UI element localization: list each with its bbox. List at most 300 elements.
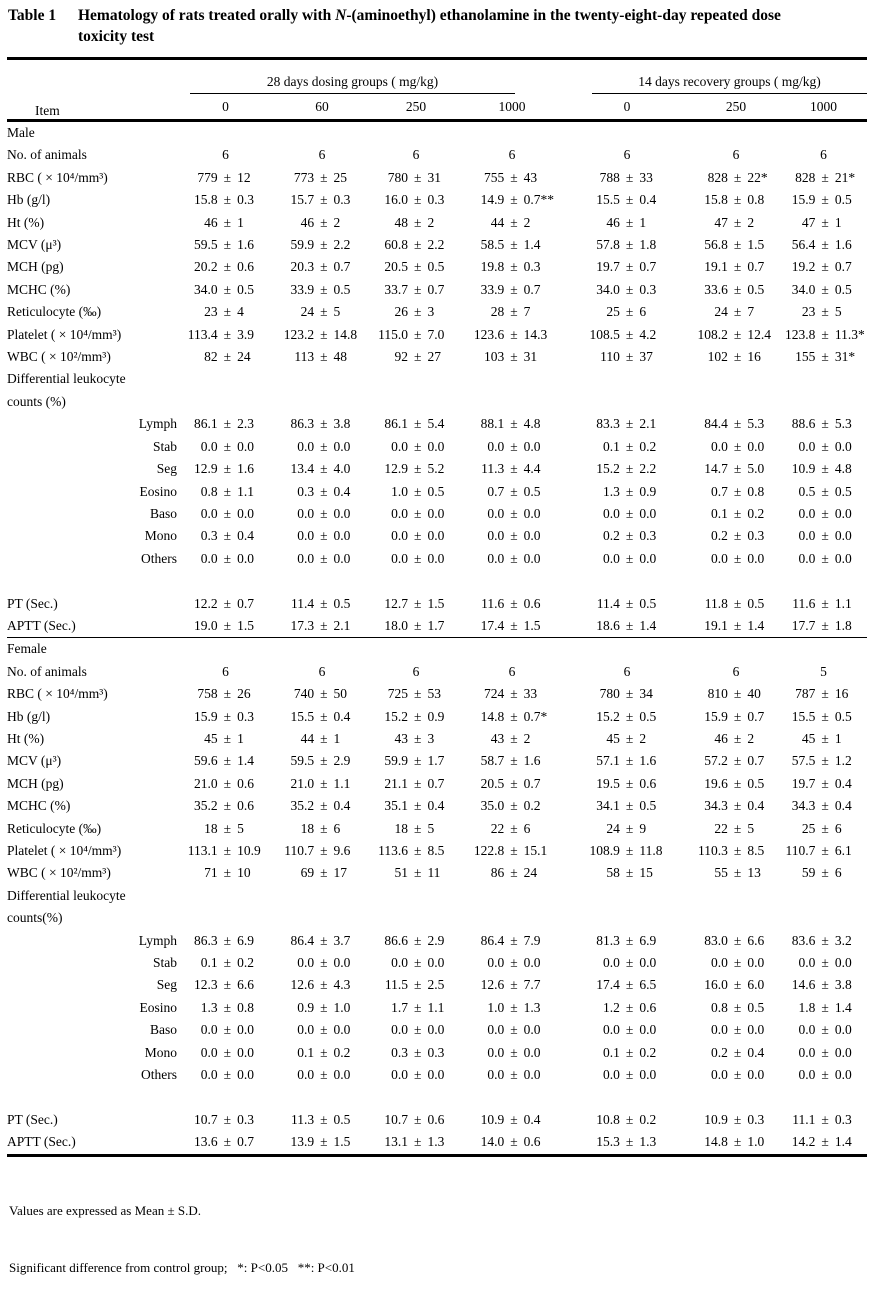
mean-value: 88.1: [480, 416, 505, 432]
row-label: Seg: [156, 977, 177, 993]
data-cell: [274, 413, 370, 435]
mean-value: 0.7: [487, 483, 505, 499]
mean-value: 60.8: [384, 237, 409, 253]
data-cell-content: [274, 346, 370, 368]
mean-value: 45: [606, 730, 620, 746]
sd-value: 34: [639, 686, 653, 702]
data-cell: [692, 661, 780, 683]
data-cell: [370, 593, 462, 615]
mean-value: 123.2: [283, 326, 315, 342]
data-cell: [692, 234, 780, 256]
mean-value: 19.1: [704, 617, 728, 633]
data-cell: [370, 167, 462, 189]
mean-value: 83.6: [791, 932, 816, 948]
data-cell-content: [692, 750, 780, 772]
mean-value: 0.3: [200, 528, 218, 544]
data-cell: [692, 706, 780, 728]
section-row: [7, 638, 867, 661]
data-cell: [692, 301, 780, 323]
data-cell-content: [177, 862, 274, 884]
data-cell-content: [177, 974, 274, 996]
data-cell: [692, 167, 780, 189]
data-cell: [370, 862, 462, 884]
data-cell: [780, 818, 867, 840]
sd-value: 31: [427, 169, 441, 185]
mean-value: 15.5: [596, 192, 620, 208]
sd-value: 0.8: [747, 192, 765, 208]
mean-value: 0.0: [297, 438, 315, 454]
single-value: 6: [508, 147, 516, 163]
plus-minus-sign: ±: [625, 483, 634, 499]
data-cell: [562, 525, 692, 547]
sd-value: 0.2: [639, 1111, 657, 1127]
mean-value: 11.6: [792, 595, 816, 611]
plus-minus-sign: ±: [223, 1134, 232, 1150]
data-cell: [780, 413, 867, 435]
data-cell: [780, 661, 867, 683]
data-cell-content: [780, 436, 867, 458]
data-cell: [370, 189, 462, 211]
sd-value: 16: [747, 349, 761, 365]
dose-column-header: 1000: [780, 94, 867, 121]
sd-value: 5.2: [427, 461, 445, 477]
sd-value: 3.9: [237, 326, 254, 342]
data-cell: [780, 279, 867, 301]
mean-value: 14.2: [791, 1134, 816, 1150]
plus-minus-sign: ±: [414, 1044, 422, 1060]
row-label: RBC ( × 10⁴/mm³): [7, 169, 108, 185]
data-cell-content: [177, 1064, 274, 1086]
sd-value: 0.4: [834, 798, 852, 814]
plus-minus-sign: ±: [625, 686, 634, 702]
plus-minus-sign: ±: [223, 686, 232, 702]
mean-value: 1.8: [798, 999, 816, 1015]
data-cell: [274, 840, 370, 862]
data-cell-content: [780, 301, 867, 323]
plus-minus-sign: ±: [733, 865, 742, 881]
plus-minus-sign: ±: [821, 461, 829, 477]
sd-value: 0.9: [639, 483, 657, 499]
row-label: WBC ( × 10²/mm³): [7, 865, 111, 881]
mean-value: 16.0: [384, 192, 409, 208]
table-row: [7, 997, 867, 1019]
data-cell-content: [692, 301, 780, 323]
data-cell: [780, 1109, 867, 1131]
sd-value: 4: [237, 304, 244, 320]
data-cell-content: [462, 436, 562, 458]
data-cell-content: [274, 256, 370, 278]
data-cell-content: [274, 144, 370, 166]
row-label: PT (Sec.): [7, 1111, 58, 1127]
sd-value: 0.7: [427, 281, 445, 297]
plus-minus-sign: ±: [223, 326, 232, 342]
data-cell-content: [274, 862, 370, 884]
data-cell: [370, 1064, 462, 1086]
sd-value: 0.6: [639, 999, 657, 1015]
single-value: 6: [732, 663, 740, 679]
mean-value: 10.9: [480, 1111, 505, 1127]
empty-cells: [177, 885, 867, 907]
mean-value: 33.9: [290, 281, 315, 297]
data-cell-content: [462, 615, 562, 637]
plus-minus-sign: ±: [414, 977, 422, 993]
plus-minus-sign: ±: [733, 192, 742, 208]
plus-minus-sign: ±: [320, 304, 328, 320]
plus-minus-sign: ±: [821, 955, 829, 971]
plus-minus-sign: ±: [733, 999, 742, 1015]
plus-minus-sign: ±: [223, 730, 232, 746]
data-cell-content: [177, 728, 274, 750]
plus-minus-sign: ±: [320, 865, 328, 881]
plus-minus-sign: ±: [510, 999, 518, 1015]
sd-value: 0.5: [427, 483, 445, 499]
plus-minus-sign: ±: [510, 505, 518, 521]
plus-minus-sign: ±: [414, 1067, 422, 1083]
data-cell: [780, 683, 867, 705]
single-value: 6: [412, 147, 420, 163]
mean-value: 758: [197, 686, 218, 702]
mean-value: 82: [204, 349, 218, 365]
plus-minus-sign: ±: [223, 617, 232, 633]
data-cell-content: [370, 144, 462, 166]
data-cell: [274, 818, 370, 840]
empty-cells: [177, 907, 867, 929]
data-cell-content: [562, 413, 692, 435]
data-cell: [780, 346, 867, 368]
plus-minus-sign: ±: [320, 349, 328, 365]
mean-value: 0.0: [200, 1067, 218, 1083]
mean-value: 22: [490, 820, 505, 836]
sd-value: 33: [639, 169, 653, 185]
single-value: 6: [732, 147, 740, 163]
mean-value: 12.7: [384, 595, 409, 611]
plus-minus-sign: ±: [223, 708, 232, 724]
mean-value: 34.3: [791, 798, 816, 814]
sd-value: 0.2: [747, 505, 765, 521]
single-value: 6: [820, 147, 827, 163]
data-cell-content: [370, 952, 462, 974]
data-cell-content: [780, 773, 867, 795]
plus-minus-sign: ±: [821, 1044, 829, 1060]
mean-value: 113.1: [187, 842, 218, 858]
data-cell: [562, 661, 692, 683]
data-cell: [274, 706, 370, 728]
data-cell-content: [370, 818, 462, 840]
mean-value: 13.4: [290, 461, 315, 477]
data-cell: [177, 548, 274, 570]
data-cell-content: [692, 189, 780, 211]
caption-text-2: -(aminoethyl) ethanolamine in the twenty-eight-day repeated dose: [346, 7, 781, 24]
table-row: [7, 570, 867, 592]
sd-value: 6.9: [237, 932, 254, 948]
mean-value: 10.7: [384, 1111, 409, 1127]
mean-value: 59: [801, 865, 816, 881]
sd-value: 7.7: [523, 977, 541, 993]
sd-value: 0.7: [747, 708, 765, 724]
row-label: Platelet ( × 10⁴/mm³): [7, 326, 122, 342]
mean-value: 10.9: [704, 1111, 728, 1127]
data-cell: [177, 458, 274, 480]
sd-value: 31*: [834, 349, 856, 365]
plus-minus-sign: ±: [414, 528, 422, 544]
data-cell: [370, 840, 462, 862]
mean-value: 71: [204, 865, 218, 881]
data-cell: [780, 1064, 867, 1086]
sd-value: 8.5: [427, 842, 445, 858]
mean-value: 11.1: [792, 1111, 816, 1127]
caption-text-1: Hematology of rats treated orally with: [78, 7, 336, 24]
data-cell-content: [370, 234, 462, 256]
mean-value: 14.0: [480, 1134, 505, 1150]
mean-value: 0.0: [798, 438, 816, 454]
plus-minus-sign: ±: [625, 730, 634, 746]
plus-minus-sign: ±: [414, 595, 422, 611]
mean-value: 113: [294, 349, 315, 365]
data-cell: [177, 773, 274, 795]
data-cell: [562, 1064, 692, 1086]
data-cell-content: [780, 144, 867, 166]
sd-value: 0.0: [523, 1022, 541, 1038]
table-row: [7, 885, 867, 907]
mean-value: 0.0: [200, 1044, 218, 1060]
plus-minus-sign: ±: [821, 798, 829, 814]
mean-value: 86.1: [194, 416, 218, 432]
data-cell: [462, 930, 562, 952]
plus-minus-sign: ±: [821, 192, 829, 208]
data-cell-content: [780, 615, 867, 637]
sd-value: 0.5: [747, 595, 765, 611]
sd-value: 4.8: [834, 461, 852, 477]
data-cell-content: [780, 324, 867, 346]
plus-minus-sign: ±: [320, 708, 328, 724]
plus-minus-sign: ±: [223, 775, 232, 791]
data-cell: [177, 997, 274, 1019]
mean-value: 11.3: [481, 461, 505, 477]
mean-value: 0.0: [798, 1067, 816, 1083]
data-cell: [370, 1019, 462, 1041]
data-cell-content: [562, 997, 692, 1019]
empty-cells: [177, 391, 867, 413]
plus-minus-sign: ±: [320, 798, 328, 814]
data-cell-content: [692, 930, 780, 952]
plus-minus-sign: ±: [625, 281, 634, 297]
single-value: 6: [623, 663, 631, 679]
sd-value: 1.4: [523, 237, 541, 253]
row-label: counts(%): [7, 910, 63, 926]
mean-value: 0.0: [798, 1044, 816, 1060]
mean-value: 59.9: [384, 753, 409, 769]
sd-value: 0.7: [639, 259, 657, 275]
plus-minus-sign: ±: [625, 192, 634, 208]
data-cell-content: [177, 413, 274, 435]
mean-value: 19.1: [704, 259, 728, 275]
plus-minus-sign: ±: [223, 999, 232, 1015]
plus-minus-sign: ±: [510, 281, 518, 297]
sd-value: 0.4: [427, 798, 445, 814]
sd-value: 5: [747, 820, 755, 836]
sd-value: 0.0: [237, 1044, 254, 1060]
plus-minus-sign: ±: [821, 999, 829, 1015]
plus-minus-sign: ±: [625, 1044, 634, 1060]
data-cell: [370, 324, 462, 346]
plus-minus-sign: ±: [733, 259, 742, 275]
data-cell: [177, 413, 274, 435]
mean-value: 780: [599, 686, 620, 702]
data-cell-content: [370, 503, 462, 525]
mean-value: 33.7: [384, 281, 409, 297]
sd-value: 0.0: [523, 528, 541, 544]
sd-value: 0.0: [237, 1022, 254, 1038]
data-cell: [780, 997, 867, 1019]
mean-value: 123.6: [473, 326, 505, 342]
sd-value: 4.0: [333, 461, 351, 477]
sd-value: 6: [834, 820, 842, 836]
mean-value: 44: [300, 730, 315, 746]
plus-minus-sign: ±: [510, 349, 518, 365]
sd-value: 0.5: [639, 595, 657, 611]
table-title: [0, 0, 875, 47]
plus-minus-sign: ±: [414, 955, 422, 971]
single-value: 6: [222, 663, 229, 679]
data-cell: [462, 593, 562, 615]
data-cell: [692, 930, 780, 952]
data-cell-content: [370, 346, 462, 368]
row-label: Seg: [156, 461, 177, 477]
data-cell-content: [692, 615, 780, 637]
empty-cells: [177, 368, 867, 390]
mean-value: 59.5: [194, 237, 218, 253]
plus-minus-sign: ±: [625, 932, 634, 948]
dose-column-header: 60: [274, 94, 370, 121]
data-cell-content: [370, 167, 462, 189]
plus-minus-sign: ±: [320, 259, 328, 275]
sd-value: 40: [747, 686, 761, 702]
plus-minus-sign: ±: [223, 349, 232, 365]
mean-value: 0.0: [391, 528, 409, 544]
table-row: [7, 346, 867, 368]
plus-minus-sign: ±: [320, 192, 328, 208]
data-cell: [274, 458, 370, 480]
mean-value: 19.5: [596, 775, 620, 791]
data-cell-content: [177, 234, 274, 256]
plus-minus-sign: ±: [821, 977, 829, 993]
mean-value: 46: [606, 214, 620, 230]
sd-value: 6.6: [237, 977, 254, 993]
single-value: 6: [222, 147, 229, 163]
plus-minus-sign: ±: [223, 550, 232, 566]
plus-minus-sign: ±: [510, 775, 518, 791]
sd-value: 0.3: [523, 259, 541, 275]
table-row: [7, 952, 867, 974]
data-cell: [462, 234, 562, 256]
data-cell: [780, 728, 867, 750]
plus-minus-sign: ±: [821, 326, 829, 342]
sd-value: 0.7: [237, 595, 254, 611]
sd-value: 0.0: [747, 1022, 765, 1038]
mean-value: 0.1: [603, 1044, 620, 1060]
mean-value: 0.0: [487, 550, 505, 566]
data-cell: [562, 324, 692, 346]
table-row: [7, 1131, 867, 1155]
data-cell-content: [370, 773, 462, 795]
data-cell-content: [370, 997, 462, 1019]
table-row: [7, 795, 867, 817]
data-cell-content: [370, 525, 462, 547]
sd-value: 5: [333, 304, 341, 320]
table-row: [7, 458, 867, 480]
mean-value: 24: [300, 304, 315, 320]
sd-value: 21*: [834, 169, 856, 185]
data-cell-content: [562, 750, 692, 772]
plus-minus-sign: ±: [414, 798, 422, 814]
mean-value: 0.0: [487, 438, 505, 454]
plus-minus-sign: ±: [320, 528, 328, 544]
sd-value: 14.3: [523, 326, 548, 342]
sd-value: 2.2: [333, 237, 351, 253]
table-row: [7, 974, 867, 996]
data-cell: [692, 481, 780, 503]
data-cell-content: [562, 167, 692, 189]
mean-value: 108.9: [589, 842, 620, 858]
sd-value: 0.5: [834, 281, 852, 297]
sd-value: 0.7: [834, 259, 852, 275]
mean-value: 34.0: [596, 281, 620, 297]
sd-value: 6.0: [747, 977, 765, 993]
sd-value: 12: [237, 169, 251, 185]
data-cell-content: [562, 952, 692, 974]
row-label: RBC ( × 10⁴/mm³): [7, 686, 108, 702]
sd-value: 2: [427, 214, 435, 230]
data-cell-content: [780, 481, 867, 503]
data-cell-content: [462, 952, 562, 974]
plus-minus-sign: ±: [733, 820, 742, 836]
plus-minus-sign: ±: [733, 775, 742, 791]
row-label: Reticulocyte (‰): [7, 304, 102, 320]
mean-value: 35.1: [384, 798, 409, 814]
plus-minus-sign: ±: [821, 528, 829, 544]
data-cell-content: [177, 840, 274, 862]
data-cell: [274, 481, 370, 503]
mean-value: 0.1: [711, 505, 728, 521]
plus-minus-sign: ±: [510, 617, 518, 633]
data-cell: [462, 279, 562, 301]
sd-value: 0.6: [237, 775, 254, 791]
data-cell-content: [562, 481, 692, 503]
data-cell: [692, 795, 780, 817]
plus-minus-sign: ±: [510, 955, 518, 971]
data-cell: [274, 525, 370, 547]
sd-value: 6: [333, 820, 341, 836]
plus-minus-sign: ±: [510, 214, 518, 230]
mean-value: 45: [801, 730, 816, 746]
mean-value: 15.7: [290, 192, 315, 208]
mean-value: 110.7: [284, 842, 315, 858]
data-cell: [562, 974, 692, 996]
table-row: [7, 840, 867, 862]
data-cell: [462, 346, 562, 368]
mean-value: 13.9: [290, 1134, 315, 1150]
mean-value: 18.0: [384, 617, 409, 633]
plus-minus-sign: ±: [414, 259, 422, 275]
data-cell-content: [462, 525, 562, 547]
data-cell-content: [462, 167, 562, 189]
mean-value: 10.7: [194, 1111, 218, 1127]
mean-value: 0.0: [798, 550, 816, 566]
data-cell: [370, 346, 462, 368]
data-cell: [274, 167, 370, 189]
data-cell: [692, 773, 780, 795]
data-cell-content: [462, 548, 562, 570]
